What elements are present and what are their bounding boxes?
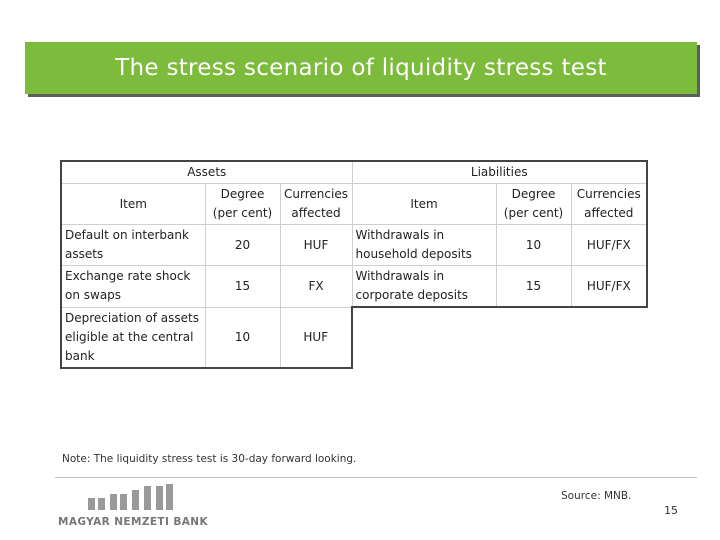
liabilities-currencies-header: Currencies affected [571, 184, 647, 225]
stress-scenario-table [60, 160, 648, 369]
asset-item: Exchange rate shock on swaps [61, 266, 205, 308]
table-row [61, 225, 647, 266]
liabilities-degree-header: Degree (per cent) [496, 184, 571, 225]
table-column-header-row [61, 184, 647, 225]
table-row [61, 307, 647, 368]
asset-item: Default on interbank assets [61, 225, 205, 266]
asset-degree: 15 [205, 266, 280, 308]
asset-degree: 10 [205, 307, 280, 368]
assets-header: Assets [61, 161, 352, 184]
liability-degree: 10 [496, 225, 571, 266]
title-bar [25, 42, 697, 94]
footer-divider [55, 477, 697, 478]
liability-item: Withdrawals in corporate deposits [352, 266, 496, 308]
asset-currencies: HUF [280, 307, 352, 368]
footnote: Note: The liquidity stress test is 30-day forward looking. [62, 453, 357, 465]
liability-degree: 15 [496, 266, 571, 308]
source-note: Source: MNB. [561, 490, 632, 502]
assets-item-header: Item [61, 184, 205, 225]
assets-degree-header: Degree (per cent) [205, 184, 280, 225]
asset-currencies: HUF [280, 225, 352, 266]
empty-cell [352, 307, 647, 368]
asset-currencies: FX [280, 266, 352, 308]
liability-currencies: HUF/FX [571, 225, 647, 266]
asset-item: Depreciation of assets eligible at the central bank [61, 307, 205, 368]
mnb-logo [54, 482, 209, 532]
logo-text: MAGYAR NEMZETI BANK [58, 516, 209, 528]
liabilities-header: Liabilities [352, 161, 647, 184]
table-group-header-row [61, 161, 647, 184]
logo-bars-icon [88, 484, 178, 510]
liability-currencies: HUF/FX [571, 266, 647, 308]
asset-degree: 20 [205, 225, 280, 266]
liabilities-item-header: Item [352, 184, 496, 225]
table-row [61, 266, 647, 308]
liability-item: Withdrawals in household deposits [352, 225, 496, 266]
slide-title: The stress scenario of liquidity stress test [115, 55, 607, 81]
page-number: 15 [664, 504, 678, 517]
assets-currencies-header: Currencies affected [280, 184, 352, 225]
